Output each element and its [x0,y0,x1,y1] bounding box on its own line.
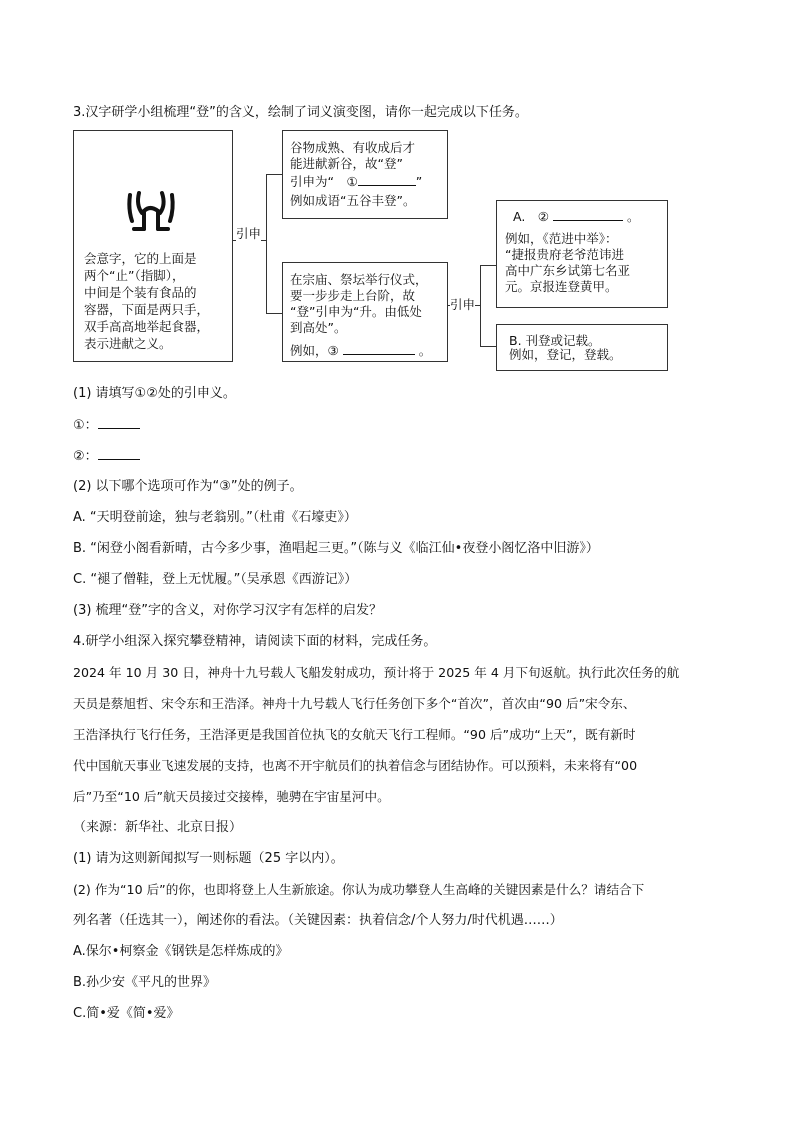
q3-sub1-b-label: ②： [73,449,98,464]
harvest-line-2: 能进献新谷，故“登” [290,156,403,171]
harvest-line-4: 例如成语“五谷丰登”。 [290,193,416,208]
q4-paragraph-line-5: 后”乃至“10 后”航天员接过交接棒，驰骋在宇宙星河中。 [73,789,390,804]
blank-1[interactable] [358,173,416,186]
bracket-line [266,174,267,314]
meaning-a-line-1: 例如，《范进中举》： [505,231,618,246]
ascend-line-3: “登”引申为“升。由低处 [290,304,422,319]
q4-option-b: B.孙少安《平凡的世界》 [73,975,217,990]
origin-line-1: 会意字，它的上面是 [84,251,197,266]
bracket-top-line-2 [480,265,496,266]
q4-sub1: (1) 请为这则新闻拟写一则标题（25 字以内）。 [73,851,344,866]
q4-sub2-line-2: 列名著（任选其一），阐述你的看法。（关键因素：执着信念/个人努力/时代机遇……） [73,913,563,928]
ancient-character-glyph [122,189,180,237]
ascend-line-4: 到高处”。 [290,320,347,335]
q3-option-b: B. “闲登小阁看新晴，古今多少事，渔唱起三更。”（陈与义《临江仙•夜登小阁忆洛中旧游》） [73,541,599,556]
bracket-bottom-line-2 [480,346,496,347]
q4-paragraph-line-1: 2024 年 10 月 30 日，神舟十九号载人飞船发射成功，预计将于 2025 年 4 月下旬返航。执行此次任务的航 [73,665,680,680]
harvest-line-1: 谷物成熟、有收成后才 [290,140,416,155]
meaning-b-box [496,324,668,371]
origin-line-5: 双手高高地举起食器， [84,319,210,334]
ascend-example-line [290,342,431,359]
q3-sub3: (3) 梳理“登”字的含义，对你学习汉字有怎样的启发？ [73,603,383,618]
meaning-harvest-box [282,130,448,219]
origin-line-4: 容器，下面是两只手， [84,302,210,317]
answer-blank-2[interactable] [98,447,140,460]
meaning-ascend-box [282,262,448,362]
q4-paragraph-line-4: 代中国航天事业飞速发展的支持，也离不开宇航员们的执着信念与团结协作。可以预料，未来将有“00 [73,758,638,773]
blank-2[interactable] [553,208,623,221]
q3-sub1-answer-1 [73,416,140,435]
bracket-bottom-line [266,313,282,314]
blank-3[interactable] [343,342,415,355]
harvest-close-quote: ” [415,174,423,189]
meaning-a-line-2: “捷报贵府老爷范讳进 [505,247,624,262]
q4-heading: 4.研学小组深入探究攀登精神，请阅读下面的材料，完成任务。 [73,634,437,649]
connector-label-1: 引申 [236,226,262,241]
harvest-line-3 [290,173,422,190]
bracket-top-line [266,174,282,175]
ascend-example-suffix: 。 [418,343,432,358]
bracket-line-2 [480,265,481,347]
q4-source: （来源：新华社、北京日报） [73,820,243,835]
ascend-example-prefix: 例如，③ [290,343,339,358]
origin-line-3: 中间是个装有食品的 [84,285,197,300]
q4-option-c: C.简•爱《简•爱》 [73,1006,180,1021]
q3-option-c: C. “褪了僧鞋，登上无忧履。”（吴承恩《西游记》） [73,572,358,587]
q3-sub1-answer-2 [73,447,140,466]
meaning-b-line-2: 例如，登记，登载。 [509,347,622,362]
q3-sub1-a-label: ①： [73,418,98,433]
answer-blank-1[interactable] [98,416,140,429]
origin-line-6: 表示进献之义。 [84,336,172,351]
q3-heading: 3.汉字研学小组梳理“登”的含义，绘制了词义演变图，请你一起完成以下任务。 [73,105,528,120]
meaning-a-line-3: 高中广东乡试第七名亚 [505,263,631,278]
meaning-b-line-1: B. 刊登或记载。 [509,333,601,348]
q4-paragraph-line-3: 王浩泽执行飞行任务，王浩泽更是我国首位执飞的女航天飞行工程师。“90 后”成功“上天”，既有新时 [73,727,636,742]
q4-sub2-line-1: (2) 作为“10 后”的你，也即将登上人生新旅途。你认为成功攀登人生高峰的关键因素是什么？请结合下 [73,882,645,897]
meaning-a-box [496,200,668,308]
q3-sub2: (2) 以下哪个选项可作为“③”处的例子。 [73,479,303,494]
q4-option-a: A.保尔•柯察金《钢铁是怎样炼成的》 [73,944,289,959]
q4-paragraph-line-2: 天员是蔡旭哲、宋令东和王浩泽。神舟十九号载人飞行任务创下多个“首次”，首次由“90 后”宋令东、 [73,696,636,711]
meaning-a-label-line [513,208,640,225]
q3-option-a: A. “天明登前途，独与老翁别。”（杜甫《石壕吏》） [73,510,357,525]
ascend-line-2: 要一步步走上台阶，故 [290,288,416,303]
origin-line-2: 两个“止”（指脚）， [84,268,185,283]
meaning-a-suffix: 。 [626,209,640,224]
ascend-line-1: 在宗庙、祭坛举行仪式， [290,272,428,287]
character-origin-box [73,130,233,362]
q3-sub1: (1) 请填写①②处的引申义。 [73,386,236,401]
meaning-a-line-4: 元。京报连登黄甲。 [505,279,618,294]
harvest-line-3-text: 引申为“ ① [290,174,358,189]
meaning-a-label: A. ② [513,209,550,224]
connector-label-2: 引申 [450,297,476,312]
